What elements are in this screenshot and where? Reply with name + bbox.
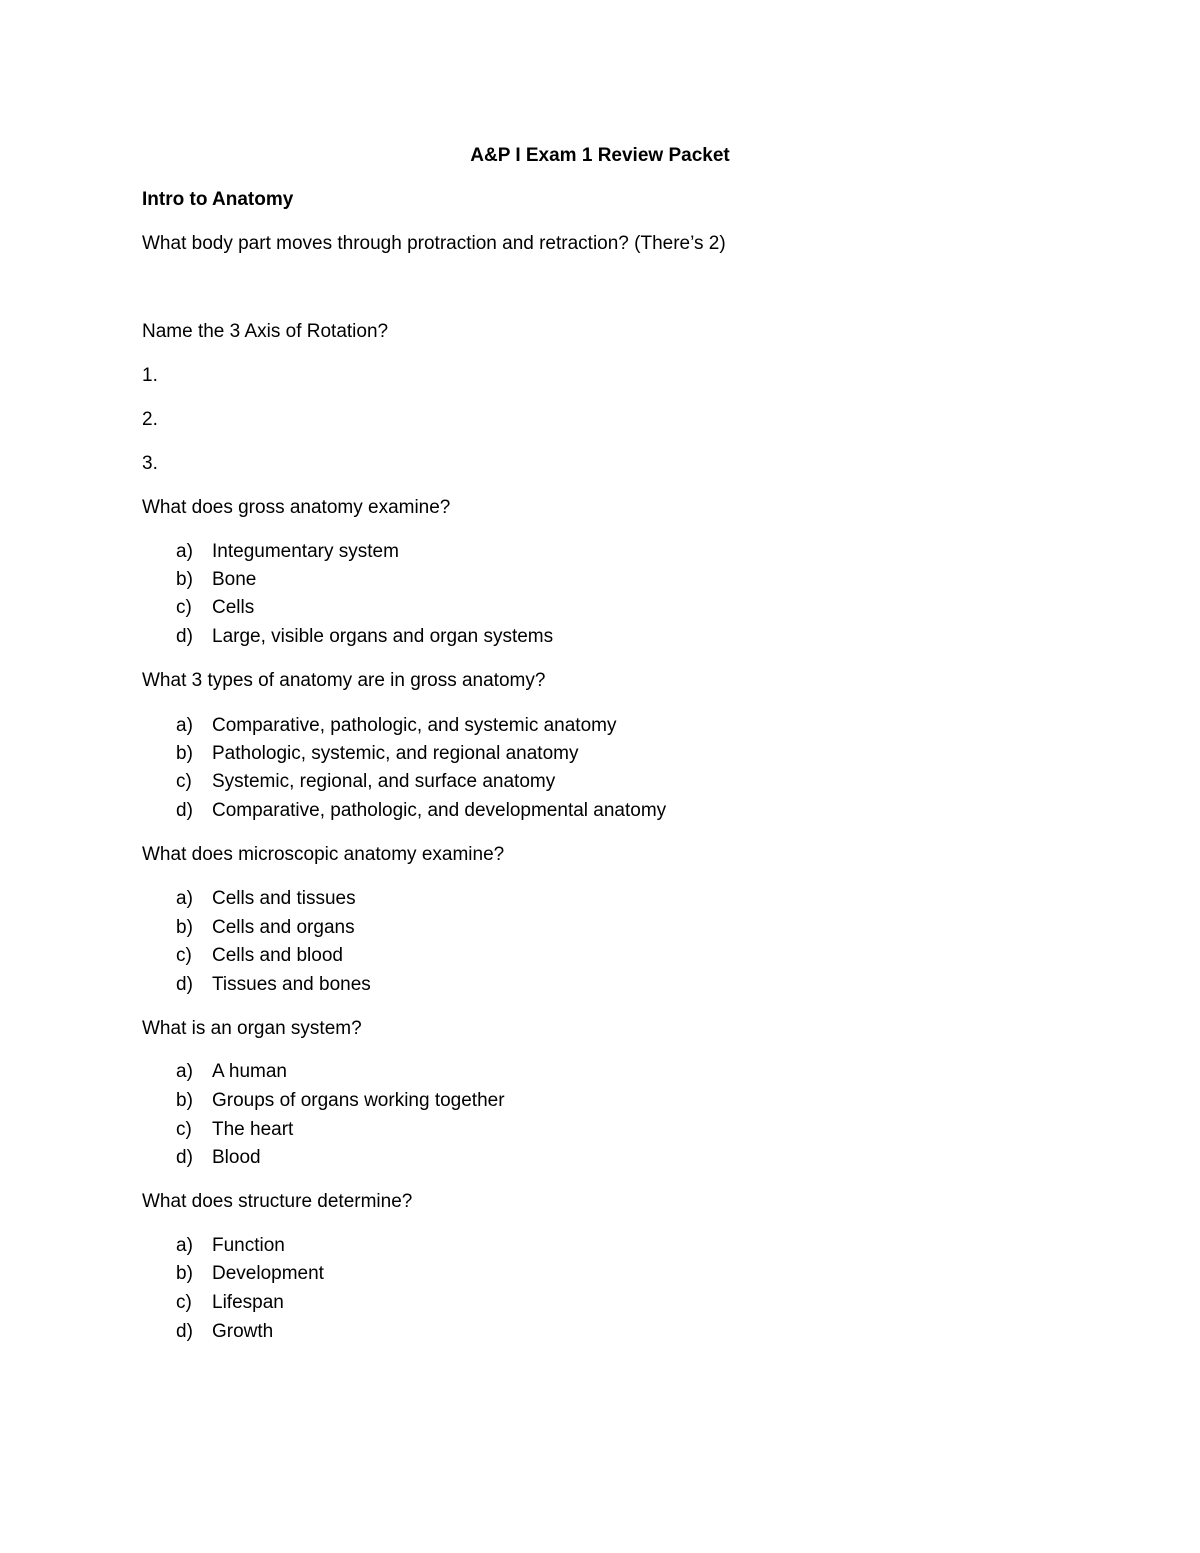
option-text: Cells — [212, 597, 255, 618]
section-heading: Intro to Anatomy — [142, 189, 294, 210]
question-1: What body part moves through protraction and retraction? (There’s 2) — [142, 233, 726, 254]
option-letter: d) — [176, 626, 193, 647]
option-letter: c) — [176, 1119, 192, 1140]
numbered-item-3: 3. — [142, 453, 158, 474]
option-letter: b) — [176, 569, 193, 590]
option-letter: b) — [176, 1090, 193, 1111]
question-5: What does microscopic anatomy examine? — [142, 844, 505, 865]
option-letter: c) — [176, 597, 192, 618]
option-text: Comparative, pathologic, and systemic anatomy — [212, 715, 617, 736]
option-letter: c) — [176, 771, 192, 792]
question-2: Name the 3 Axis of Rotation? — [142, 321, 389, 342]
option-text: Comparative, pathologic, and developmental anatomy — [212, 800, 667, 821]
option-letter: d) — [176, 1147, 193, 1168]
document-title: A&P I Exam 1 Review Packet — [470, 145, 730, 166]
question-6: What is an organ system? — [142, 1018, 362, 1039]
option-text: Cells and tissues — [212, 888, 356, 909]
option-text: Integumentary system — [212, 541, 399, 562]
numbered-item-2: 2. — [142, 409, 158, 430]
option-text: Systemic, regional, and surface anatomy — [212, 771, 556, 792]
option-text: Tissues and bones — [212, 974, 371, 995]
question-4: What 3 types of anatomy are in gross anatomy? — [142, 670, 546, 691]
option-text: Large, visible organs and organ systems — [212, 626, 554, 647]
question-3: What does gross anatomy examine? — [142, 497, 451, 518]
question-7: What does structure determine? — [142, 1191, 413, 1212]
option-text: Lifespan — [212, 1292, 284, 1313]
option-text: Bone — [212, 569, 257, 590]
option-letter: a) — [176, 1061, 193, 1082]
option-letter: b) — [176, 917, 193, 938]
option-text: Pathologic, systemic, and regional anatomy — [212, 743, 579, 764]
option-text: Function — [212, 1235, 285, 1256]
option-letter: c) — [176, 945, 192, 966]
option-letter: d) — [176, 974, 193, 995]
option-text: Groups of organs working together — [212, 1090, 505, 1111]
option-text: Cells and organs — [212, 917, 355, 938]
option-letter: a) — [176, 1235, 193, 1256]
option-text: The heart — [212, 1119, 294, 1140]
option-letter: b) — [176, 1263, 193, 1284]
option-text: A human — [212, 1061, 287, 1082]
option-letter: b) — [176, 743, 193, 764]
option-letter: a) — [176, 541, 193, 562]
option-letter: d) — [176, 1321, 193, 1342]
option-letter: c) — [176, 1292, 192, 1313]
option-letter: d) — [176, 800, 193, 821]
option-text: Blood — [212, 1147, 261, 1168]
option-text: Cells and blood — [212, 945, 343, 966]
numbered-item-1: 1. — [142, 365, 158, 386]
option-text: Development — [212, 1263, 324, 1284]
option-text: Growth — [212, 1321, 274, 1342]
option-letter: a) — [176, 888, 193, 909]
option-letter: a) — [176, 715, 193, 736]
